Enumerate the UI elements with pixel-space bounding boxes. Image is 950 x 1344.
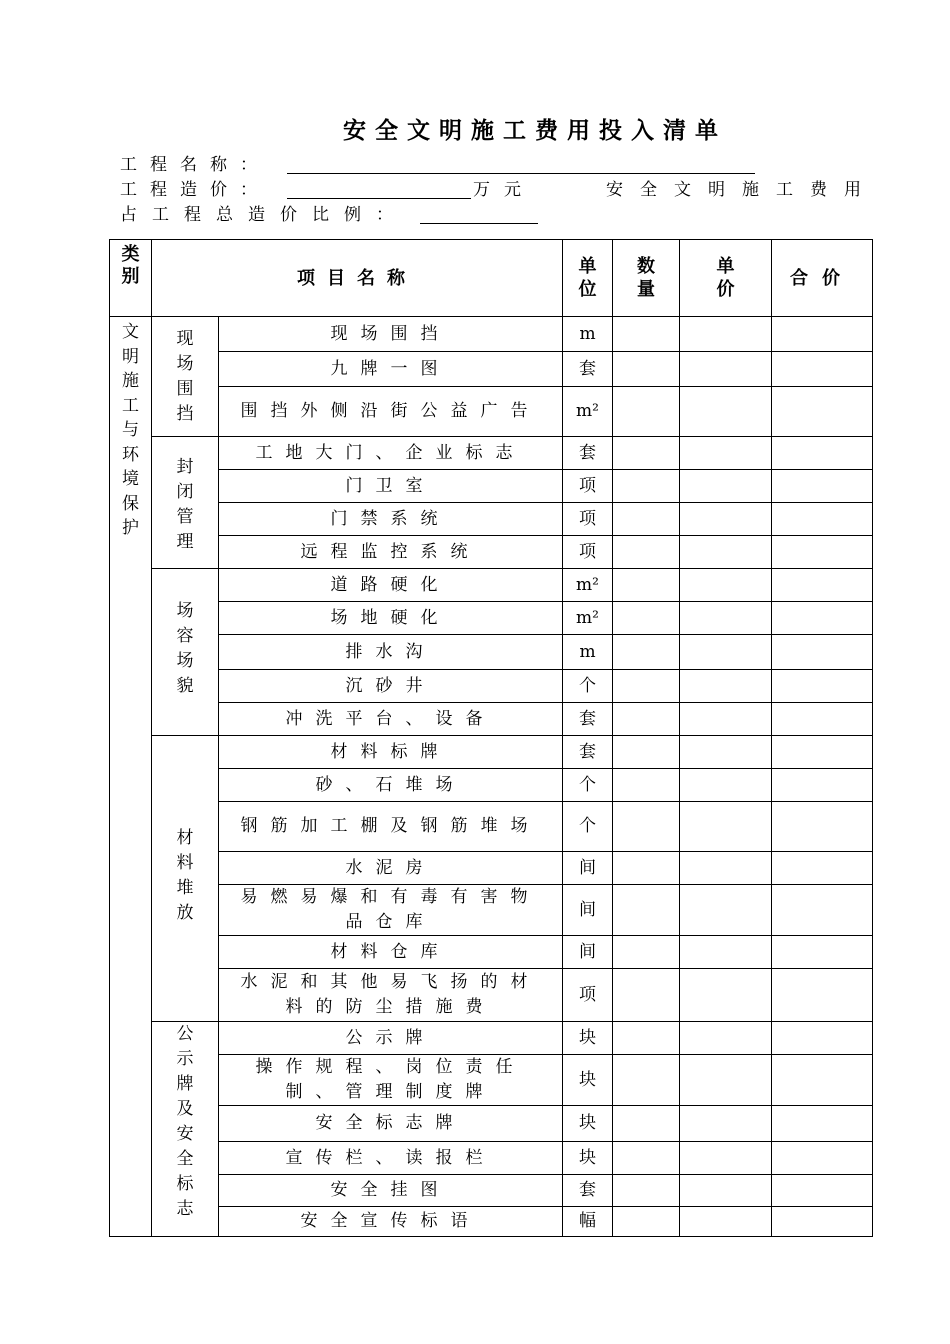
price-cell[interactable] (680, 1175, 772, 1207)
item-unit: 间 (563, 936, 613, 969)
quantity-cell[interactable] (613, 1106, 680, 1142)
total-cell[interactable] (772, 536, 873, 569)
price-cell[interactable] (680, 736, 772, 769)
item-name-cell (219, 536, 563, 569)
quantity-cell[interactable] (613, 670, 680, 703)
item-name-cell (219, 503, 563, 536)
quantity-cell[interactable] (613, 317, 680, 352)
total-cell[interactable] (772, 470, 873, 503)
item-unit: m² (563, 387, 613, 437)
total-cell[interactable] (772, 1055, 873, 1106)
price-cell[interactable] (680, 387, 772, 437)
item-name-cell (219, 1207, 563, 1237)
price-cell[interactable] (680, 317, 772, 352)
item-name: 门卫室 (345, 475, 436, 496)
table-row (110, 936, 873, 969)
total-cell[interactable] (772, 1106, 873, 1142)
item-unit: 项 (563, 470, 613, 503)
project-name-field[interactable] (287, 173, 755, 174)
total-cell[interactable] (772, 503, 873, 536)
item-name-cell (219, 1142, 563, 1175)
table-row (110, 1106, 873, 1142)
total-cell[interactable] (772, 769, 873, 802)
item-name-cell (219, 852, 563, 885)
table-row (110, 736, 873, 769)
price-cell[interactable] (680, 670, 772, 703)
item-name: 九牌一图 (330, 358, 451, 379)
quantity-cell[interactable] (613, 503, 680, 536)
quantity-cell[interactable] (613, 852, 680, 885)
item-name: 钢筋加工棚及钢筋堆场 (240, 816, 541, 836)
total-cell[interactable] (772, 1207, 873, 1237)
item-unit: 幅 (563, 1207, 613, 1237)
wan-yuan-label: 万元 (473, 180, 535, 200)
table-row (110, 703, 873, 736)
table-row (110, 670, 873, 703)
page-title: 安全文明施工费用投入清单 (343, 117, 727, 144)
item-name: 水泥房 (345, 857, 436, 878)
item-unit: 个 (563, 670, 613, 703)
price-cell[interactable] (680, 635, 772, 670)
item-name-cell (219, 437, 563, 470)
item-unit: m² (563, 569, 613, 602)
item-name: 冲洗平台、设备 (285, 708, 496, 729)
project-cost-label: 工程造价： (120, 180, 270, 200)
header-category (110, 240, 152, 317)
total-cell[interactable] (772, 670, 873, 703)
item-unit: 套 (563, 352, 613, 387)
group-name: 现场围挡 (176, 329, 194, 424)
item-unit: 块 (563, 1022, 613, 1055)
item-name: 安全宣传标语 (300, 1211, 481, 1231)
total-cell[interactable] (772, 317, 873, 352)
price-cell[interactable] (680, 936, 772, 969)
item-name: 公示牌 (345, 1027, 436, 1048)
item-unit: 块 (563, 1142, 613, 1175)
item-name: 安全标志牌 (315, 1113, 466, 1133)
item-name: 操作规程、岗位责任制、管理制度牌 (255, 1057, 526, 1102)
quantity-cell[interactable] (613, 602, 680, 635)
total-cell[interactable] (772, 352, 873, 387)
item-name-cell (219, 352, 563, 387)
group-name: 封闭管理 (176, 457, 194, 552)
price-cell[interactable] (680, 885, 772, 936)
price-cell[interactable] (680, 769, 772, 802)
quantity-cell[interactable] (613, 1207, 680, 1237)
price-cell[interactable] (680, 569, 772, 602)
header-unit-text: 单位 (578, 256, 597, 300)
project-name-label: 工程名称： (120, 155, 270, 175)
table-row (110, 569, 873, 602)
table-row (110, 503, 873, 536)
header-item-name: 项目名称 (152, 240, 563, 317)
quantity-cell[interactable] (613, 802, 680, 852)
header-price-text: 单价 (716, 256, 735, 300)
quantity-cell[interactable] (613, 1142, 680, 1175)
project-cost-field[interactable] (287, 198, 471, 199)
price-cell[interactable] (680, 1022, 772, 1055)
item-unit: 块 (563, 1106, 613, 1142)
total-cell[interactable] (772, 969, 873, 1022)
item-name: 场地硬化 (330, 607, 451, 628)
item-name: 材料仓库 (330, 941, 451, 962)
table-row (110, 852, 873, 885)
item-name-cell (219, 736, 563, 769)
table-row (110, 317, 873, 352)
item-name-cell (219, 703, 563, 736)
price-cell[interactable] (680, 352, 772, 387)
cost-table (109, 239, 873, 1237)
item-unit: 项 (563, 536, 613, 569)
total-cell[interactable] (772, 1142, 873, 1175)
price-cell[interactable] (680, 470, 772, 503)
item-unit: 个 (563, 802, 613, 852)
header-quantity-text: 数量 (637, 256, 655, 300)
total-cell[interactable] (772, 1022, 873, 1055)
quantity-cell[interactable] (613, 536, 680, 569)
item-unit: 套 (563, 437, 613, 470)
price-cell[interactable] (680, 536, 772, 569)
price-cell[interactable] (680, 1106, 772, 1142)
item-name-cell (219, 387, 563, 437)
item-name: 道路硬化 (330, 574, 451, 595)
group-name: 材料堆放 (176, 828, 194, 923)
header-quantity (613, 240, 680, 317)
total-cell[interactable] (772, 569, 873, 602)
total-cell[interactable] (772, 437, 873, 470)
price-cell[interactable] (680, 602, 772, 635)
table-row (110, 802, 873, 852)
header-total: 合价 (772, 240, 873, 317)
quantity-cell[interactable] (613, 470, 680, 503)
item-name-cell (219, 885, 563, 936)
item-name-cell (219, 969, 563, 1022)
item-name-cell (219, 769, 563, 802)
item-name-cell (219, 1175, 563, 1207)
quantity-cell[interactable] (613, 569, 680, 602)
item-unit: 项 (563, 503, 613, 536)
quantity-cell[interactable] (613, 969, 680, 1022)
group-cell (152, 437, 219, 569)
table-row (110, 352, 873, 387)
item-name-cell (219, 1106, 563, 1142)
item-unit: 间 (563, 852, 613, 885)
quantity-cell[interactable] (613, 1022, 680, 1055)
quantity-cell[interactable] (613, 1055, 680, 1106)
table-row (110, 635, 873, 670)
item-unit: 个 (563, 769, 613, 802)
item-name-cell (219, 936, 563, 969)
table-row (110, 536, 873, 569)
quantity-cell[interactable] (613, 936, 680, 969)
group-name: 公示牌及安全标志 (176, 1024, 194, 1219)
total-cell[interactable] (772, 703, 873, 736)
table-row (110, 1022, 873, 1055)
item-name: 沉砂井 (345, 675, 436, 696)
item-unit: 套 (563, 736, 613, 769)
group-name: 场容场貌 (176, 601, 194, 696)
item-name: 安全挂图 (330, 1180, 451, 1200)
table-row (110, 969, 873, 1022)
quantity-cell[interactable] (613, 437, 680, 470)
table-row (110, 437, 873, 470)
quantity-cell[interactable] (613, 352, 680, 387)
item-unit: 项 (563, 969, 613, 1022)
total-cell[interactable] (772, 736, 873, 769)
group-cell (152, 736, 219, 1022)
table-row (110, 1175, 873, 1207)
item-name: 围挡外侧沿街公益广告 (240, 401, 541, 421)
quantity-cell[interactable] (613, 703, 680, 736)
item-name-cell (219, 1055, 563, 1106)
quantity-cell[interactable] (613, 387, 680, 437)
price-cell[interactable] (680, 437, 772, 470)
item-name: 宣传栏、读报栏 (285, 1147, 496, 1168)
table-row (110, 387, 873, 437)
category-text: 文明施工与环境保护 (122, 322, 139, 538)
category-cell (110, 317, 152, 1237)
table-row (110, 1055, 873, 1106)
total-cell[interactable] (772, 387, 873, 437)
price-cell[interactable] (680, 1142, 772, 1175)
header-price (680, 240, 772, 317)
price-cell[interactable] (680, 503, 772, 536)
table-row (110, 1142, 873, 1175)
item-name: 水泥和其他易飞扬的材料的防尘措施费 (240, 972, 541, 1017)
quantity-cell[interactable] (613, 1175, 680, 1207)
item-unit: 间 (563, 885, 613, 936)
item-name: 材料标牌 (330, 741, 451, 762)
table-row (110, 1207, 873, 1237)
price-cell[interactable] (680, 969, 772, 1022)
header-unit (563, 240, 613, 317)
item-name-cell (219, 602, 563, 635)
table-row (110, 602, 873, 635)
total-cell[interactable] (772, 852, 873, 885)
item-unit: m (563, 635, 613, 670)
header-row (110, 240, 873, 317)
item-name-cell (219, 1022, 563, 1055)
table-row (110, 769, 873, 802)
quantity-cell[interactable] (613, 635, 680, 670)
group-cell (152, 1022, 219, 1237)
table-row (110, 885, 873, 936)
header-category-text: 类别 (121, 244, 140, 287)
ratio-label-part2: 占工程总造价比例： (120, 205, 408, 225)
item-name-cell (219, 802, 563, 852)
item-name-cell (219, 569, 563, 602)
item-name: 排水沟 (345, 641, 436, 662)
price-cell[interactable] (680, 1207, 772, 1237)
quantity-cell[interactable] (613, 885, 680, 936)
table-row (110, 470, 873, 503)
item-name: 砂、石堆场 (315, 774, 466, 795)
item-unit: 套 (563, 703, 613, 736)
item-name: 易燃易爆和有毒有害物品仓库 (240, 887, 541, 932)
item-unit: 块 (563, 1055, 613, 1106)
item-name: 门禁系统 (330, 508, 451, 529)
item-name-cell (219, 317, 563, 352)
item-unit: m² (563, 602, 613, 635)
total-cell[interactable] (772, 936, 873, 969)
item-name: 现场围挡 (330, 323, 451, 344)
group-cell (152, 317, 219, 437)
ratio-label-part1: 安全文明施工费用 (606, 180, 878, 200)
price-cell[interactable] (680, 1055, 772, 1106)
price-cell[interactable] (680, 852, 772, 885)
price-cell[interactable] (680, 802, 772, 852)
item-unit: m (563, 317, 613, 352)
total-cell[interactable] (772, 802, 873, 852)
group-cell (152, 569, 219, 736)
quantity-cell[interactable] (613, 736, 680, 769)
item-name-cell (219, 670, 563, 703)
total-cell[interactable] (772, 885, 873, 936)
item-name: 工地大门、企业标志 (255, 442, 526, 463)
item-unit: 套 (563, 1175, 613, 1207)
ratio-field[interactable] (420, 223, 538, 224)
total-cell[interactable] (772, 1175, 873, 1207)
quantity-cell[interactable] (613, 769, 680, 802)
item-name-cell (219, 470, 563, 503)
price-cell[interactable] (680, 703, 772, 736)
total-cell[interactable] (772, 602, 873, 635)
total-cell[interactable] (772, 635, 873, 670)
item-name-cell (219, 635, 563, 670)
item-name: 远程监控系统 (300, 541, 481, 562)
